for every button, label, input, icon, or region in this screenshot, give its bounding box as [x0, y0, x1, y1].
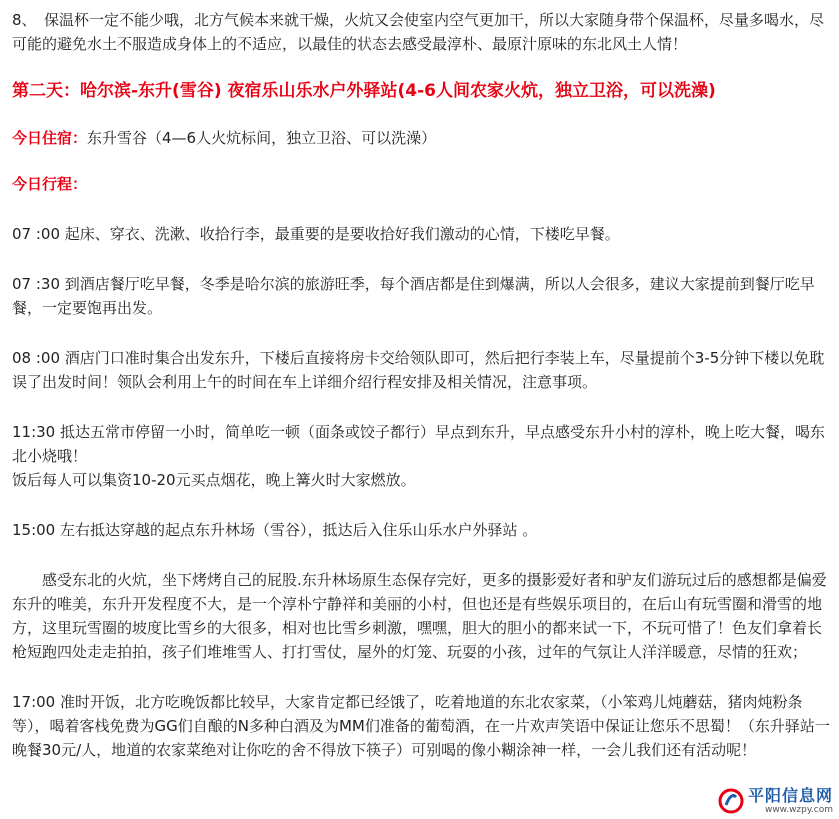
lodging-text: 东升雪谷（4—6人火炕标间，独立卫浴、可以洗澡） [87, 129, 437, 147]
lodging-label: 今日住宿： [12, 129, 88, 147]
article-body [12, 8, 830, 762]
dongsheng-description: 感受东北的火炕，坐下烤烤自己的屁股.东升林场原生态保存完好，更多的摄影爱好者和驴友们游玩过后的感想都是偏爱东升的唯美，东升开发程度不大，是一个淳朴宁静祥和美丽的小村，但也还是有些娱乐项目的，在后山有玩雪圈和滑雪的地方，这里玩雪圈的坡度比雪乡的大很多，相对也比雪乡刺激，嘿嘿，胆大的胆小的都来试一下，不玩可惜了！色友们拿着长枪短跑四处走走拍拍，孩子们堆堆雪人、打打雪仗，屋外的灯笼、玩耍的小孩，过年的气氛让人洋洋暖意，尽情的狂欢； [12, 571, 827, 661]
watermark-site-name: 平阳信息网 [747, 786, 833, 805]
site-watermark [718, 787, 833, 815]
schedule-0730: 07 :30 到酒店餐厅吃早餐，冬季是哈尔滨的旅游旺季，每个酒店都是住到爆满，所以人会很多，建议大家提前到餐厅吃早餐，一定要饱再出发。 [12, 275, 815, 317]
tip-8-paragraph: 8、 保温杯一定不能少哦，北方气候本来就干燥，火炕又会使室内空气更加干，所以大家随身带个保温杯，尽量多喝水，尽可能的避免水土不服造成身体上的不适应，以最佳的状态去感受最淳朴、最原汁原味的东北风土人情！ [12, 11, 825, 53]
schedule-0700: 07 :00 起床、穿衣、洗漱、收拾行李，最重要的是要收拾好我们激动的心情，下楼吃早餐。 [12, 225, 620, 243]
watermark-url: www.wzpy.com [764, 805, 833, 815]
lodging-line [12, 126, 830, 150]
schedule-1130: 11:30 抵达五常市停留一小时，简单吃一顿（面条或饺子都行）早点到东升，早点感受东升小村的淳朴，晚上吃大餐，喝东北小烧哦！ [12, 423, 826, 465]
schedule-1500: 15:00 左右抵达穿越的起点东升林场（雪谷），抵达后入住乐山乐水户外驿站 。 [12, 521, 538, 539]
itinerary-label: 今日行程： [12, 175, 88, 193]
schedule-1130-note: 饭后每人可以集资10-20元买点烟花，晚上篝火时大家燃放。 [12, 471, 416, 489]
watermark-logo-icon [718, 788, 744, 814]
day2-heading: 第二天：哈尔滨-东升(雪谷) 夜宿乐山乐水户外驿站(4-6人间农家火炕，独立卫浴，可以洗澡) [12, 81, 716, 101]
schedule-1700: 17:00 准时开饭，北方吃晚饭都比较早，大家肯定都已经饿了，吃着地道的东北农家菜，（小笨鸡儿炖蘑菇，猪肉炖粉条等），喝着客栈免费为GG们自酿的N多种白酒及为MM们准备的葡萄酒，在一片欢声笑语中保证让您乐不思蜀！（东升驿站一晚餐30元/人，地道的农家菜绝对让你吃的舍不得放下筷子）可别喝的像小糊涂神一样，一会儿我们还有活动呢！ [12, 693, 830, 759]
schedule-0800: 08 :00 酒店门口准时集合出发东升，下楼后直接将房卡交给领队即可，然后把行李装上车，尽量提前个3-5分钟下楼以免耽误了出发时间！领队会利用上午的时间在车上详细介绍行程安排及相关情况，注意事项。 [12, 349, 825, 391]
